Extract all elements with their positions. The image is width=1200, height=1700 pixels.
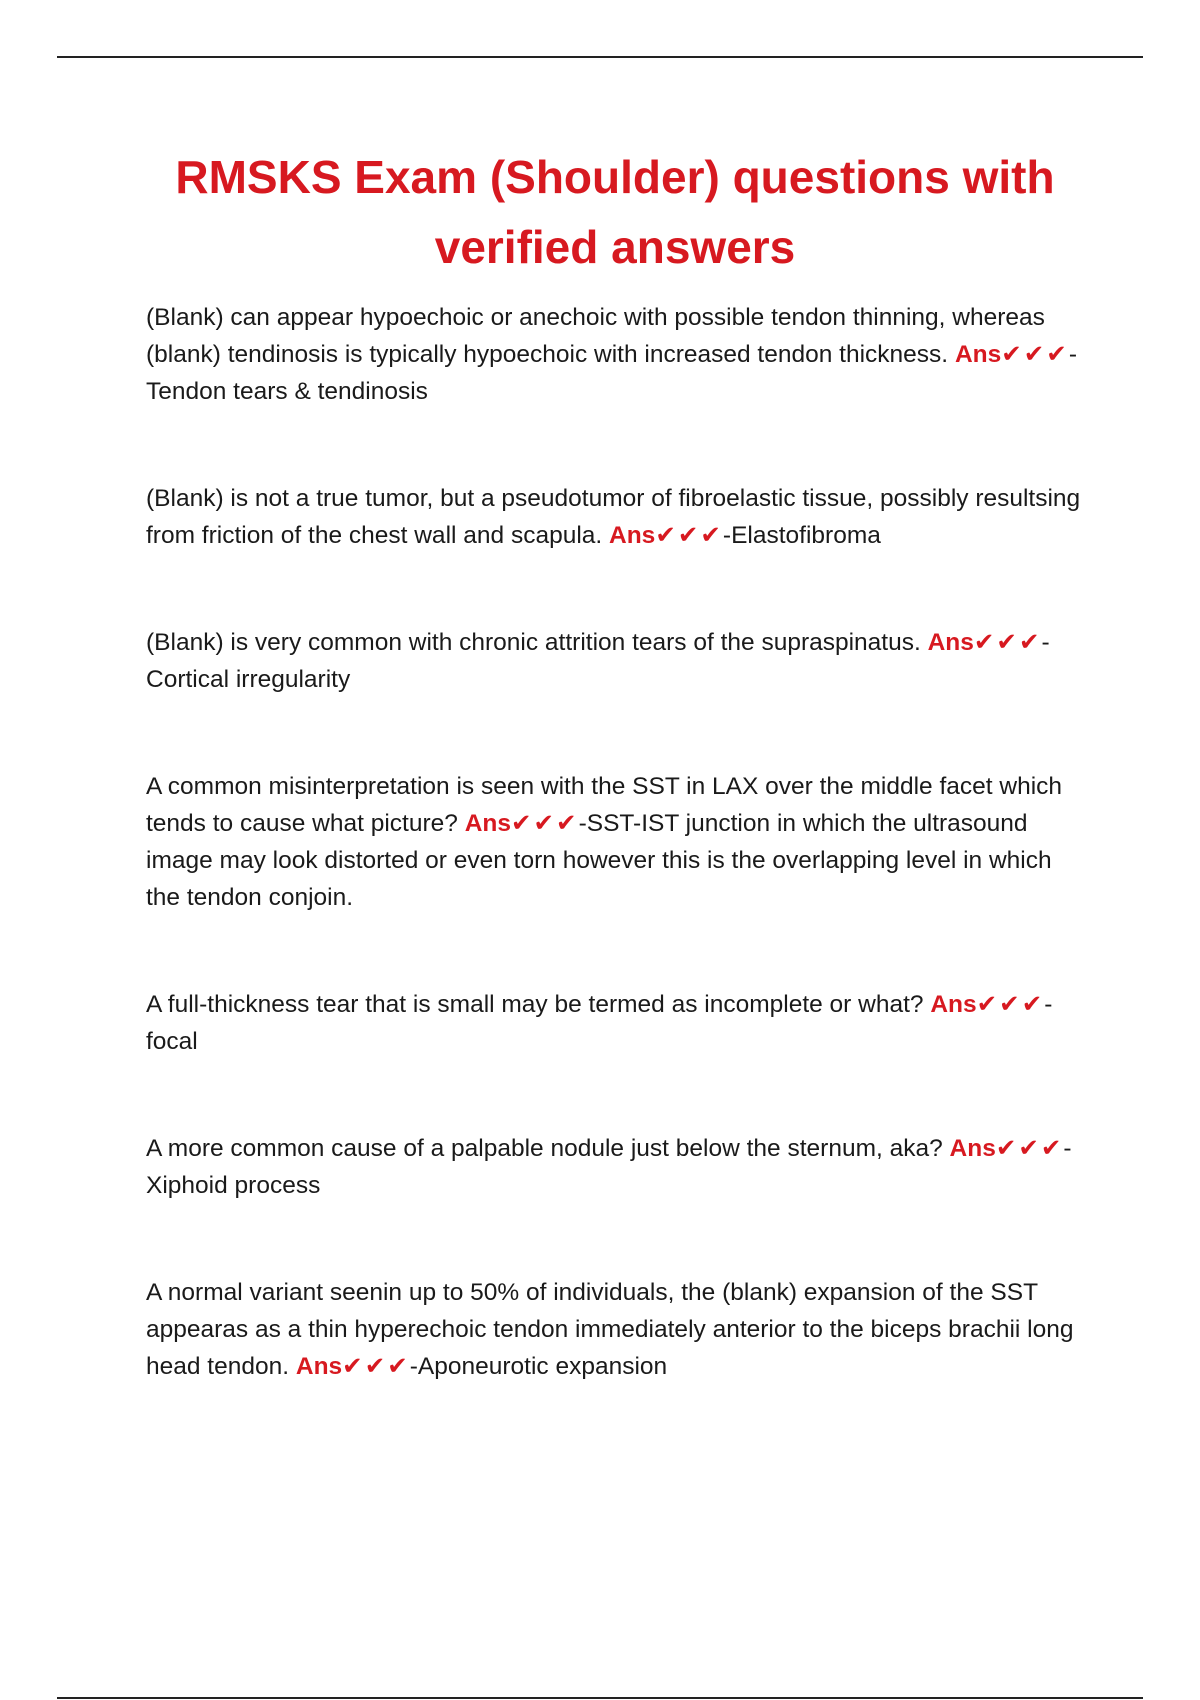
- document-title: RMSKS Exam (Shoulder) questions with verified answers: [175, 151, 1055, 273]
- qa-item-6: [146, 1130, 1091, 1204]
- question-text: A full-thickness tear that is small may be termed as incomplete or what?: [146, 991, 924, 1018]
- checkmark-icon: ✔✔✔: [1001, 341, 1069, 368]
- answer-text: -SST-IST junction in which the ultrasound image may look distorted or even torn however this is the overlapping level in which the tendon conjoin.: [146, 810, 1052, 911]
- qa-item-2: [146, 480, 1091, 554]
- qa-item-4: [146, 768, 1091, 916]
- checkmark-icon: ✔✔✔: [655, 522, 723, 549]
- question-text: (Blank) can appear hypoechoic or anechoic with possible tendon thinning, whereas (blank) tendinosis is typically hypoechoic with increased tendon thickness.: [146, 304, 1045, 368]
- qa-item-7: [146, 1274, 1091, 1385]
- top-rule: [57, 56, 1143, 58]
- answer-label: Ans: [295, 1353, 343, 1380]
- qa-list: [146, 299, 1091, 1455]
- answer-marker: [928, 629, 1042, 656]
- answer-marker: [950, 1135, 1064, 1162]
- question-text: A more common cause of a palpable nodule just below the sternum, aka?: [146, 1135, 943, 1162]
- answer-marker: [465, 810, 579, 837]
- checkmark-icon: ✔✔✔: [976, 991, 1045, 1018]
- answer-text: -Xiphoid process: [146, 1135, 1072, 1199]
- question-text: (Blank) is not a true tumor, but a pseudotumor of fibroelastic tissue, possibly resultsing from friction of the chest wall and scapula.: [146, 485, 1081, 549]
- answer-label: Ans: [930, 991, 977, 1018]
- checkmark-icon: ✔✔✔: [342, 1353, 410, 1380]
- checkmark-icon: ✔✔✔: [995, 1135, 1064, 1162]
- answer-label: Ans: [464, 810, 511, 837]
- answer-marker: [955, 341, 1069, 368]
- question-text: (Blank) is very common with chronic attrition tears of the supraspinatus.: [146, 629, 921, 656]
- qa-item-1: [146, 299, 1091, 410]
- bottom-rule: [57, 1697, 1143, 1699]
- answer-marker: [609, 522, 723, 549]
- answer-text: -Cortical irregularity: [146, 629, 1050, 693]
- answer-text: -Tendon tears & tendinosis: [146, 341, 1077, 405]
- answer-label: Ans: [927, 629, 974, 656]
- qa-item-5: [146, 986, 1091, 1060]
- question-text: A normal variant seenin up to 50% of individuals, the (blank) expansion of the SST appearas as a thin hyperechoic tendon immediately anterior to the biceps brachii long head tendon.: [146, 1279, 1074, 1380]
- answer-marker: [296, 1353, 410, 1380]
- question-text: A common misinterpretation is seen with the SST in LAX over the middle facet which tends to cause what picture?: [146, 773, 1063, 837]
- checkmark-icon: ✔✔✔: [511, 810, 579, 837]
- checkmark-icon: ✔✔✔: [973, 629, 1042, 656]
- answer-label: Ans: [949, 1135, 996, 1162]
- answer-text: -focal: [146, 991, 1053, 1055]
- answer-marker: [930, 991, 1044, 1018]
- answer-label: Ans: [954, 341, 1002, 368]
- answer-text: -Elastofibroma: [722, 522, 881, 549]
- answer-text: -Aponeurotic expansion: [409, 1353, 668, 1380]
- qa-item-3: [146, 624, 1091, 698]
- answer-label: Ans: [609, 522, 656, 549]
